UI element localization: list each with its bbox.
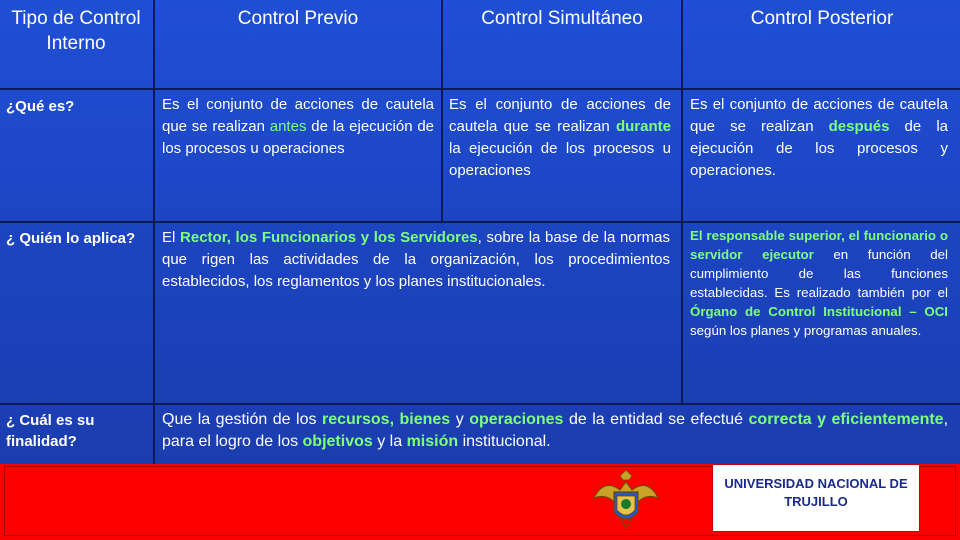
cell-quien-main: El Rector, los Funcionarios y los Servidores, sobre la base de la normas que rigen las actividades de la organización, los procedimientos establecidos, los reglamentos y los planes institucionales. [162, 229, 670, 290]
header-control-previo: Control Previo [237, 8, 359, 29]
university-name: UNIVERSIDAD NACIONAL DE TRUJILLO [724, 476, 908, 509]
header-control-simultaneo: Control Simultáneo [481, 8, 643, 29]
row-label-finalidad: ¿ Cuál es su finalidad? [6, 412, 95, 450]
highlight-oci: Órgano de Control Institucional – OCI [690, 304, 948, 319]
cell-finalidad-main: Que la gestión de los recursos, bienes y operaciones de la entidad se efectué correcta y eficientemente, para el logro de los objetivos y la misión institucional. [162, 411, 949, 450]
highlight-correcta-eficientemente: correcta y eficientemente [748, 411, 944, 428]
university-logo-box [712, 464, 920, 532]
highlight-despues: después [828, 118, 890, 135]
grid-vline-3 [681, 0, 683, 404]
cell-que-previo: Es el conjunto de acciones de cautela que se realizan antes de la ejecución de los procesos u operaciones [162, 96, 434, 157]
highlight-mision: misión [406, 433, 459, 450]
grid-vline-2 [441, 0, 443, 222]
highlight-rector-funcionarios: Rector, los Funcionarios y los Servidores [180, 229, 478, 246]
grid-vline-1 [153, 0, 155, 464]
row-label-que-es: ¿Qué es? [6, 98, 75, 115]
highlight-objetivos: objetivos [302, 433, 373, 450]
highlight-responsable-superior: El responsable superior, el funcionario o servidor ejecutor [690, 228, 948, 262]
cell-que-posterior: Es el conjunto de acciones de cautela que se realizan después de la ejecución de los procesos y operaciones. [690, 96, 948, 179]
header-control-posterior: Control Posterior [750, 8, 894, 29]
highlight-recursos-bienes: recursos, bienes [321, 411, 451, 428]
grid-hline-header [0, 88, 960, 90]
row-label-quien-aplica: ¿ Quién lo aplica? [6, 230, 136, 247]
header-tipo-control: Tipo de Control Interno [11, 8, 141, 54]
highlight-durante: durante [615, 118, 671, 135]
cell-que-simultaneo: Es el conjunto de acciones de cautela que se realizan durante la ejecución de los procesos u operaciones [449, 96, 671, 179]
grid-hline-row2 [0, 403, 960, 405]
highlight-antes: antes [269, 118, 307, 135]
university-emblem-icon [590, 468, 662, 532]
cell-quien-posterior: El responsable superior, el funcionario o servidor ejecutor en función del cumplimiento de las funciones establecidas. Es realizado también por el Órgano de Control Institucional – OCI según los planes y programas anuales. [690, 228, 948, 338]
grid-hline-row1 [0, 221, 960, 223]
highlight-operaciones: operaciones [469, 411, 564, 428]
